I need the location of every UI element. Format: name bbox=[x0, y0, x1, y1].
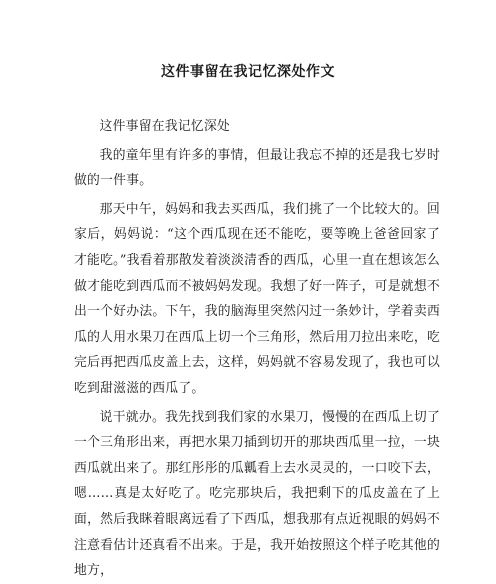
paragraph-1: 我的童年里有许多的事情，但最让我忘不掉的还是我七岁时做的一件事。 bbox=[74, 147, 440, 189]
document-title: 这件事留在我记忆深处作文 bbox=[161, 64, 335, 80]
document-body bbox=[74, 114, 440, 584]
paragraph-subtitle: 这件事留在我记忆深处 bbox=[99, 119, 231, 134]
paragraph-2: 那天中午，妈妈和我去买西瓜，我们挑了一个比较大的。回家后，妈妈说：“这个西瓜现在还不能吃，要等晚上爸爸回家了才能吃。”我看着那散发着淡淡清香的西瓜，心里一直在想该怎么做才能吃到西瓜而不被妈妈发现。我想了好一阵子，可是就想不出一个好办法。下午，我的脑海里突然闪过一条妙计，学着卖西瓜的人用水果刀在西瓜上切一个三角形，然后用刀拉出来吃，吃完后再把西瓜皮盖上去，这样，妈妈就不容易发现了，我也可以吃到甜滋滋的西瓜了。 bbox=[74, 201, 440, 396]
paragraph-3: 说干就办。我先找到我们家的水果刀，慢慢的在西瓜上切了一个三角形出来，再把水果刀插到切开的那块西瓜里一拉，一块西瓜就出来了。那红彤彤的瓜瓤看上去水灵灵的，一口咬下去，嗯……真是太好吃了。吃完那块后，我把剩下的瓜皮盖在了上面，然后我眯着眼离远看了下西瓜，想我那有点近视眼的妈妈不注意看估计还真看不出来。于是，我开始按照这个样子吃其他的地方， bbox=[74, 409, 440, 579]
